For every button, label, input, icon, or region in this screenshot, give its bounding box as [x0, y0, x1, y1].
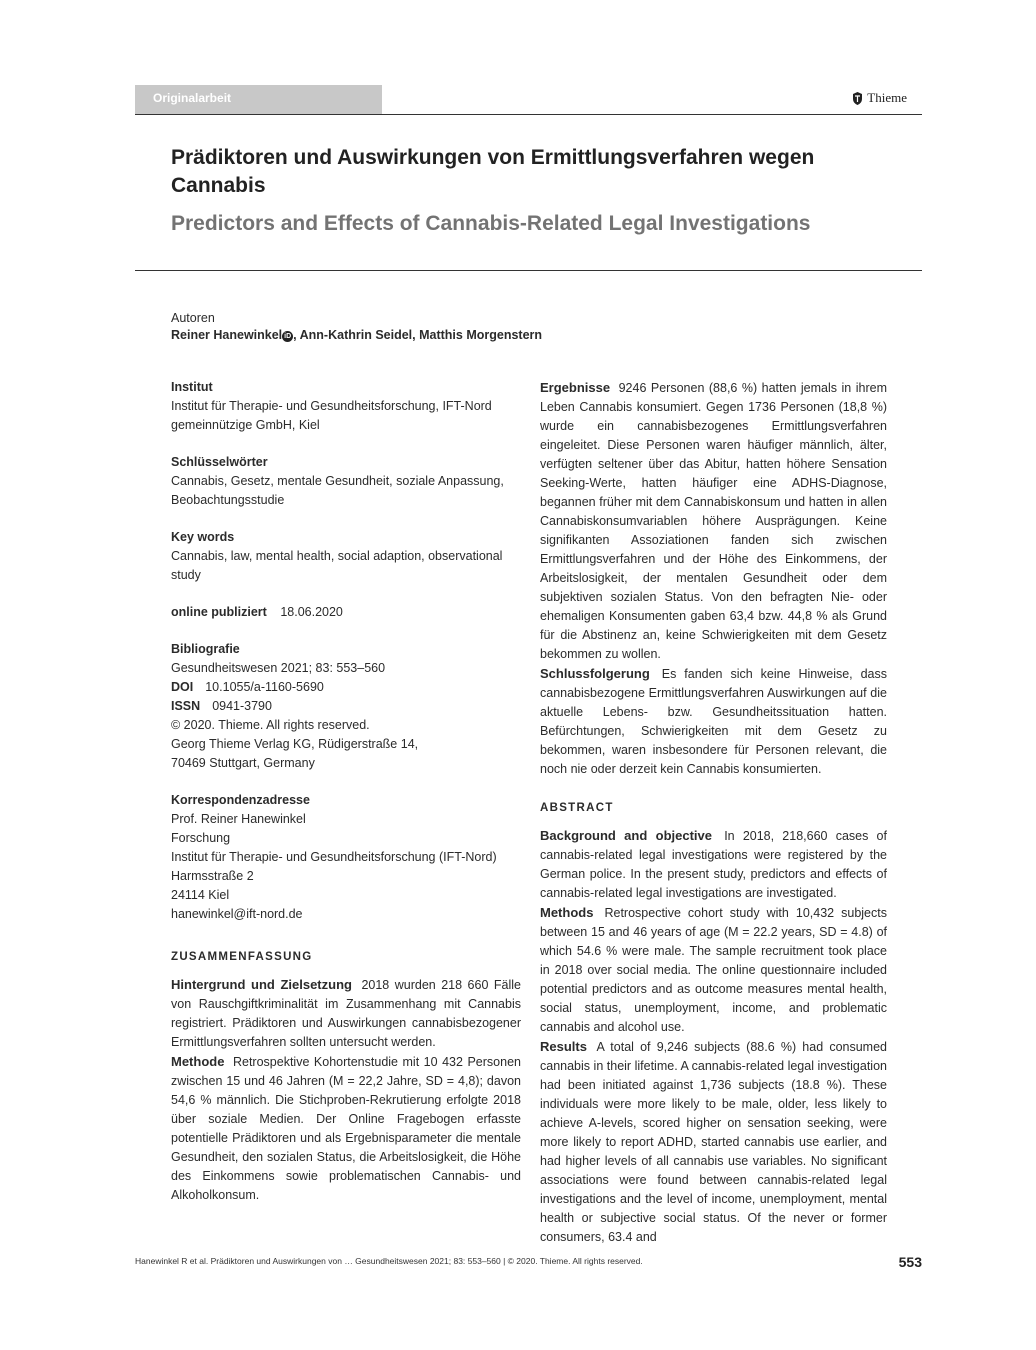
- issn-label: ISSN: [171, 699, 201, 713]
- schluessel-line: Beobachtungsstudie: [171, 493, 285, 507]
- publisher-name: Thieme: [867, 90, 907, 105]
- methods-paragraph: [540, 903, 887, 1037]
- institut-block: [171, 378, 521, 435]
- thieme-logo-icon: [852, 92, 863, 105]
- title-german: Prädiktoren und Auswirkungen von Ermittlungsverfahren wegen Cannabis: [171, 146, 815, 197]
- korrespondenz-block: [171, 791, 521, 924]
- ergebnisse-label: Ergebnisse: [540, 380, 611, 395]
- korr-email[interactable]: hanewinkel@ift-nord.de: [171, 907, 303, 921]
- author-list: [171, 328, 542, 342]
- biblio-label: Bibliografie: [171, 642, 240, 656]
- authors-label: Autoren: [171, 311, 215, 325]
- background-paragraph: [540, 826, 887, 903]
- institut-label: Institut: [171, 380, 213, 394]
- methode-text: Retrospektive Kohortenstudie mit 10 432 Personen zwischen 15 und 46 Jahren (M = 22,2 Jahre, SD = 4,8); davon 54,6 % männlich. Die Stichproben-Rekrutierung erfolgte 2018 über soziale Medien. Der Online Fragebogen erfasste potentielle Prädiktoren und als Ergebnisparameter die mentale Gesundheit, den sozialen Status, die Arbeitslosigkeit, die Höhe des Einkommens sowie problematischen Cannabis- und Alkoholkonsum.: [171, 1055, 521, 1202]
- methode-label: Methode: [171, 1054, 225, 1069]
- title-divider: [135, 270, 922, 271]
- doi-label: DOI: [171, 680, 194, 694]
- left-column: [171, 378, 521, 1205]
- institut-line: Institut für Therapie- und Gesundheitsforschung, IFT-Nord: [171, 399, 492, 413]
- abstract-heading: ABSTRACT: [540, 802, 614, 814]
- background-label: Background and objective: [540, 828, 712, 843]
- schluessel-line: Cannabis, Gesetz, mentale Gesundheit, soziale Anpassung,: [171, 474, 504, 488]
- author-rest: , Ann-Kathrin Seidel, Matthis Morgenstern: [293, 328, 543, 342]
- publisher-mark: [852, 90, 907, 106]
- methods-text: Retrospective cohort study with 10,432 subjects between 15 and 46 years of age (M = 22.2 years, SD = 4.8) of which 54.6 % were male. The sample recruitment took place in 2018 over social media. The online questionnaire included potential predictors and as outcome measures mental health, social status, unemployment, income, and problematic cannabis and alcohol use.: [540, 906, 887, 1034]
- keywords-label: Key words: [171, 530, 235, 544]
- schluss-paragraph: [540, 664, 887, 779]
- issn-value: 0941-3790: [212, 699, 272, 713]
- online-date: 18.06.2020: [280, 605, 343, 619]
- biblio-journal: Gesundheitswesen 2021; 83: 553–560: [171, 661, 386, 675]
- biblio-block: [171, 640, 521, 773]
- orcid-icon[interactable]: iD: [284, 333, 292, 340]
- ergebnisse-paragraph: [540, 378, 887, 664]
- page-number: 553: [898, 1254, 922, 1270]
- methods-label: Methods: [540, 905, 594, 920]
- korr-line: 24114 Kiel: [171, 888, 230, 902]
- korr-line: Institut für Therapie- und Gesundheitsforschung (IFT-Nord): [171, 850, 497, 864]
- keywords-line: study: [171, 568, 201, 582]
- header-divider: [135, 114, 922, 115]
- right-column: [540, 378, 887, 1247]
- schluessel-block: [171, 453, 521, 510]
- publisher-address: Georg Thieme Verlag KG, Rüdigerstraße 14,: [171, 737, 419, 751]
- background-text: In 2018, 218,660 cases of cannabis-related legal investigations were registered by the German police. In the present study, predictors and effects of cannabis-related legal investigations are investigated.: [540, 829, 887, 900]
- korr-line: Harmsstraße 2: [171, 869, 254, 883]
- copyright-line: © 2020. Thieme. All rights reserved.: [171, 718, 370, 732]
- schluss-text: Es fanden sich keine Hinweise, dass cannabisbezogene Ermittlungsverfahren Auswirkungen auf die aktuelle Lebens- bzw. Gesundheitssituation hatten. Befürchtungen, Schwierigkeiten mit dem Gesetz zu bekommen, waren insbesondere für Personen relevant, die noch nie oder derzeit kein Cannabis konsumierten.: [540, 667, 887, 776]
- korr-line: Prof. Reiner Hanewinkel: [171, 812, 306, 826]
- doi-value[interactable]: 10.1055/a-1160-5690: [205, 680, 324, 694]
- schluss-label: Schlussfolgerung: [540, 666, 650, 681]
- schluessel-label: Schlüsselwörter: [171, 455, 268, 469]
- korrespondenz-label: Korrespondenzadresse: [171, 793, 310, 807]
- results-label: Results: [540, 1039, 587, 1054]
- online-block: [171, 603, 521, 622]
- results-paragraph: [540, 1037, 887, 1247]
- institut-line: gemeinnützige GmbH, Kiel: [171, 418, 320, 432]
- methode-paragraph: [171, 1052, 521, 1205]
- section-tab-label: Originalarbeit: [153, 91, 232, 105]
- publisher-address: 70469 Stuttgart, Germany: [171, 756, 315, 770]
- zusammenfassung-heading: ZUSAMMENFASSUNG: [171, 951, 313, 963]
- korr-line: Forschung: [171, 831, 231, 845]
- hintergrund-label: Hintergrund und Zielsetzung: [171, 977, 352, 992]
- footer-citation: Hanewinkel R et al. Prädiktoren und Auswirkungen von … Gesundheitswesen 2021; 83: 553–560 | © 2020. Thieme. All rights reserved.: [135, 1256, 643, 1266]
- hintergrund-text: 2018 wurden 218 660 Fälle von Rauschgiftkriminalität im Zusammenhang mit Cannabis registriert. Prädiktoren und Auswirkungen cannabisbezogener Ermittlungsverfahren sollten untersucht werden.: [171, 978, 521, 1049]
- section-tab: [135, 85, 382, 114]
- results-text: A total of 9,246 subjects (88.6 %) had consumed cannabis in their lifetime. A cannabis-related legal investigation had been initiated against 1,736 subjects (18.8 %). These individuals were more likely to be male, older, less likely to achieve A-levels, scored higher on sensation seeking, were more likely to report ADHD, started cannabis use earlier, and had higher levels of all cannabis use variables. No significant associations were found between cannabis-related legal investigations and the level of income, unemployment, mental health or subjective social status. Of the never or former consumers, 63.4 and: [540, 1040, 887, 1244]
- hintergrund-paragraph: [171, 975, 521, 1052]
- author-first: Reiner Hanewinkel: [171, 328, 283, 342]
- title-english: Predictors and Effects of Cannabis-Related Legal Investigations: [171, 212, 811, 235]
- keywords-block: [171, 528, 521, 585]
- online-label: online publiziert: [171, 605, 267, 619]
- keywords-line: Cannabis, law, mental health, social adaption, observational: [171, 549, 503, 563]
- ergebnisse-text: 9246 Personen (88,6 %) hatten jemals in ihrem Leben Cannabis konsumiert. Gegen 1736 Personen (18,8 %) wurde ein cannabisbezogenes Ermittlungsverfahren eingeleitet. Diese Personen waren häufiger männlich, älter, verfügten seltener über das Abitur, hatten höhere Sensation Seeking-Werte, hatten häufiger eine ADHS-Diagnose, begannen früher mit dem Cannabiskonsum und hatten in allen Cannabiskonsumvariablen höhere Ausprägungen. Keine signifikanten Assoziationen fanden sich zwischen Ermittlungsverfahren und der Höhe des Einkommens, der Arbeitslosigkeit, der mentalen Gesundheit oder dem subjektiven sozialen Status. Von den befragten Nie- oder ehemaligen Konsumenten gaben 63,4 bzw. 44,8 % als Grund für die Abstinenz an, keine Schwierigkeiten mit dem Gesetz bekommen zu wollen.: [540, 381, 887, 661]
